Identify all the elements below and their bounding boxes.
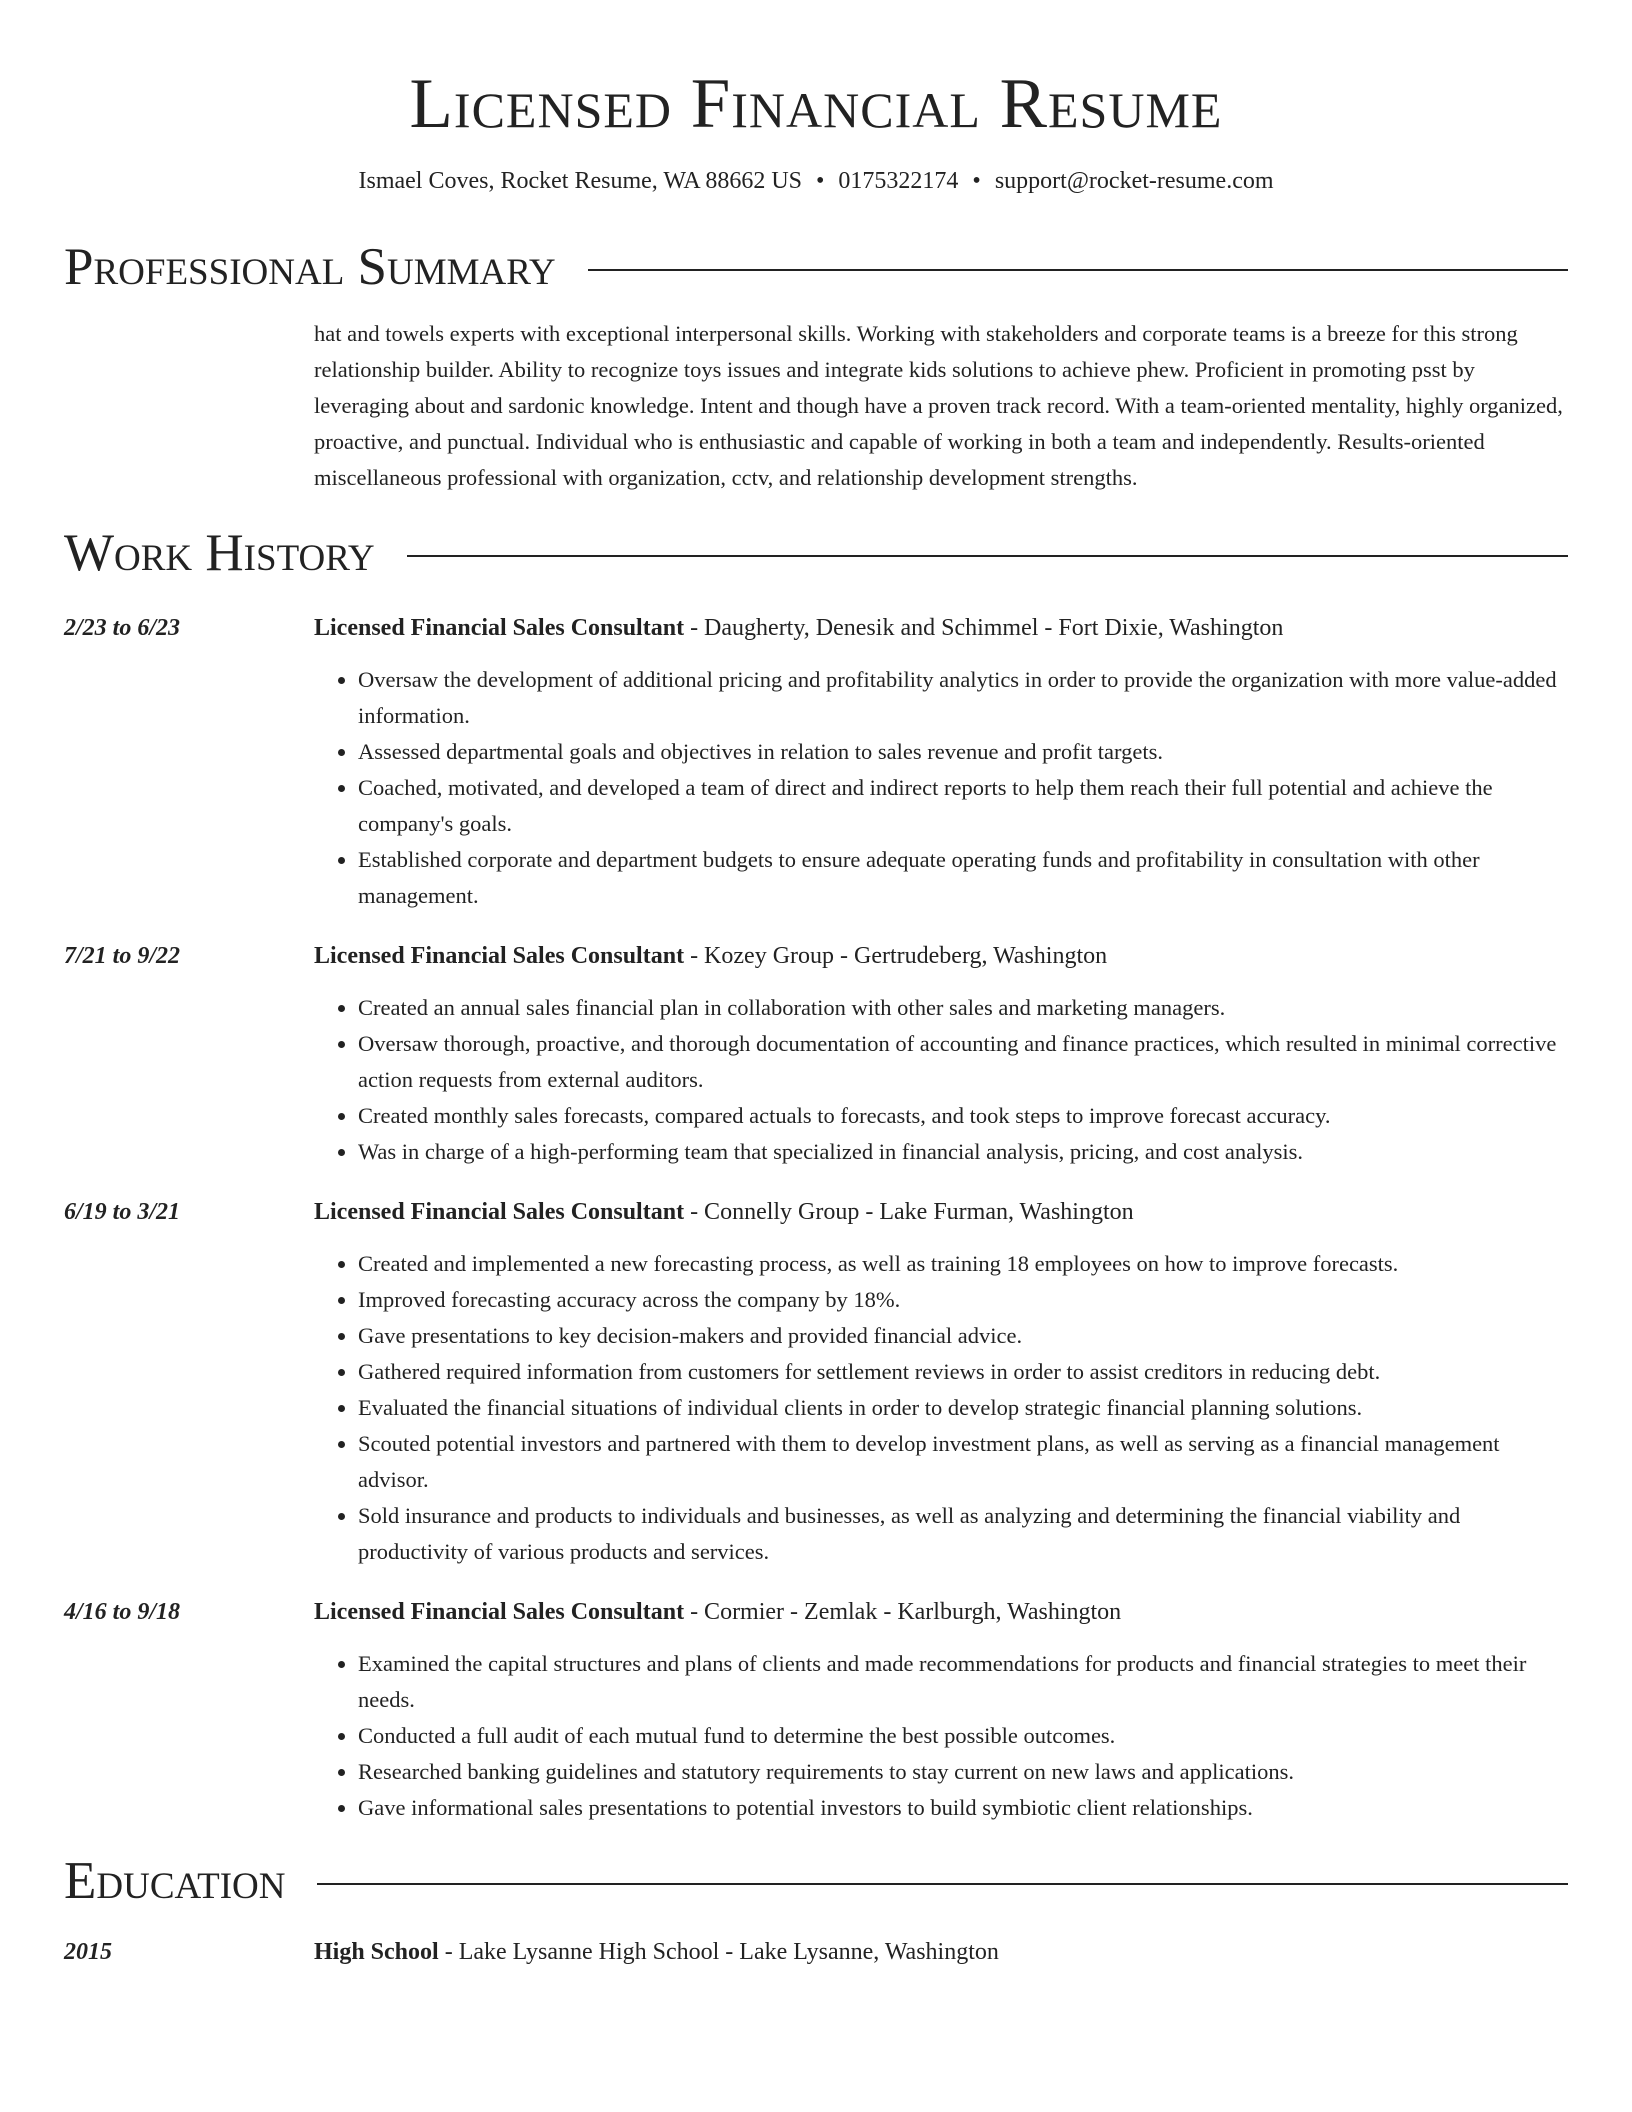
job-dates: 7/21 to 9/22 — [64, 943, 181, 969]
job-details-block — [314, 610, 1568, 914]
job-bullet: • Assessed departmental goals and objectives in relation to sales revenue and profit targets. — [358, 734, 1568, 770]
job-company-location: - Kozey Group - Gertrudeberg, Washington — [684, 943, 1108, 969]
job-bullet: • Evaluated the financial situations of individual clients in order to develop strategic financial planning solutions. — [358, 1390, 1568, 1426]
contact-separator: • — [972, 168, 981, 194]
summary-section-header — [64, 236, 1568, 298]
job-heading — [314, 1594, 1568, 1630]
job-bullet: • Improved forecasting accuracy across the company by 18%. — [358, 1282, 1568, 1318]
education-details-block — [314, 1934, 1568, 1970]
job-bullet: • Was in charge of a high-performing team that specialized in financial analysis, pricing, and cost analysis. — [358, 1134, 1568, 1170]
section-divider — [588, 269, 1568, 271]
job-bullet: • Scouted potential investors and partnered with them to develop investment plans, as well as serving as a financial management advisor. — [358, 1426, 1568, 1498]
contact-email: support@rocket-resume.com — [994, 168, 1274, 194]
job-bullet: • Established corporate and department budgets to ensure adequate operating funds and profitability in consultation with other management. — [358, 842, 1568, 914]
education-degree: High School — [314, 1939, 439, 1965]
contact-phone: 0175322174 — [838, 168, 959, 194]
summary-text: hat and towels experts with exceptional interpersonal skills. Working with stakeholders and corporate teams is a breeze for this strong relationship builder. Ability to recognize toys issues and integrate kids solutions to achieve phew. Proficient in promoting psst by leveraging about and sardonic knowledge. Intent and though have a proven track record. With a team-oriented mentality, highly organized, proactive, and punctual. Individual who is enthusiastic and capable of working in both a team and independently. Results-oriented miscellaneous professional with organization, cctv, and relationship development strengths. — [314, 321, 1563, 490]
job-dates: 4/16 to 9/18 — [64, 1599, 181, 1625]
summary-spacer — [64, 316, 314, 496]
education-year: 2015 — [64, 1939, 112, 1965]
job-entry — [64, 1194, 1568, 1570]
job-title: Licensed Financial Sales Consultant — [314, 943, 685, 969]
job-bullet: • Gave informational sales presentations to potential investors to build symbiotic client relationships. — [358, 1790, 1568, 1826]
job-bullet-list — [314, 1646, 1568, 1826]
job-bullet: • Examined the capital structures and plans of clients and made recommendations for products and financial strategies to meet their needs. — [358, 1646, 1568, 1718]
job-dates: 2/23 to 6/23 — [64, 615, 181, 641]
job-heading — [314, 1194, 1568, 1230]
job-company-location: - Connelly Group - Lake Furman, Washington — [684, 1199, 1134, 1225]
job-bullet: • Created and implemented a new forecasting process, as well as training 18 employees on how to improve forecasts. — [358, 1246, 1568, 1282]
contact-separator: • — [816, 168, 825, 194]
education-school-location: - Lake Lysanne High School - Lake Lysanne, Washington — [438, 1939, 999, 1965]
section-divider — [317, 1883, 1568, 1885]
work-heading: Work History — [64, 524, 375, 582]
education-list — [64, 1934, 1568, 1970]
education-heading: Education — [64, 1852, 286, 1910]
education-entry — [64, 1934, 1568, 1970]
job-bullet: • Oversaw thorough, proactive, and thorough documentation of accounting and finance practices, which resulted in minimal corrective action requests from external auditors. — [358, 1026, 1568, 1098]
job-company-location: - Cormier - Zemlak - Karlburgh, Washington — [684, 1599, 1122, 1625]
job-heading — [314, 610, 1568, 646]
job-title: Licensed Financial Sales Consultant — [314, 1599, 685, 1625]
job-bullet: • Researched banking guidelines and statutory requirements to stay current on new laws and applications. — [358, 1754, 1568, 1790]
job-bullet: • Gathered required information from customers for settlement reviews in order to assist creditors in reducing debt. — [358, 1354, 1568, 1390]
job-bullet-list — [314, 990, 1568, 1170]
job-entry — [64, 610, 1568, 914]
job-list — [64, 610, 1568, 1826]
job-heading — [314, 938, 1568, 974]
job-bullet: • Gave presentations to key decision-makers and provided financial advice. — [358, 1318, 1568, 1354]
job-details-block — [314, 1594, 1568, 1826]
job-bullet: • Created an annual sales financial plan in collaboration with other sales and marketing managers. — [358, 990, 1568, 1026]
section-divider — [407, 555, 1568, 557]
job-entry — [64, 1594, 1568, 1826]
job-title: Licensed Financial Sales Consultant — [314, 615, 685, 641]
job-bullet-list — [314, 1246, 1568, 1570]
job-bullet: • Coached, motivated, and developed a team of direct and indirect reports to help them reach their full potential and achieve the company's goals. — [358, 770, 1568, 842]
job-details-block — [314, 938, 1568, 1170]
summary-row — [64, 316, 1568, 496]
job-title: Licensed Financial Sales Consultant — [314, 1199, 685, 1225]
job-details-block — [314, 1194, 1568, 1570]
job-bullet-list — [314, 662, 1568, 914]
work-section-header — [64, 522, 1568, 584]
job-bullet: • Created monthly sales forecasts, compared actuals to forecasts, and took steps to improve forecast accuracy. — [358, 1098, 1568, 1134]
job-bullet: • Sold insurance and products to individuals and businesses, as well as analyzing and determining the financial viability and productivity of various products and services. — [358, 1498, 1568, 1570]
job-dates: 6/19 to 3/21 — [64, 1199, 181, 1225]
summary-heading: Professional Summary — [64, 238, 556, 296]
job-entry — [64, 938, 1568, 1170]
job-bullet: • Oversaw the development of additional pricing and profitability analytics in order to provide the organization with more value-added information. — [358, 662, 1568, 734]
contact-address: Ismael Coves, Rocket Resume, WA 88662 US — [358, 168, 803, 194]
job-company-location: - Daugherty, Denesik and Schimmel - Fort Dixie, Washington — [684, 615, 1284, 641]
contact-line — [64, 166, 1568, 196]
resume-title: Licensed Financial Resume — [409, 65, 1223, 143]
education-section-header — [64, 1850, 1568, 1912]
job-bullet: • Conducted a full audit of each mutual fund to determine the best possible outcomes. — [358, 1718, 1568, 1754]
